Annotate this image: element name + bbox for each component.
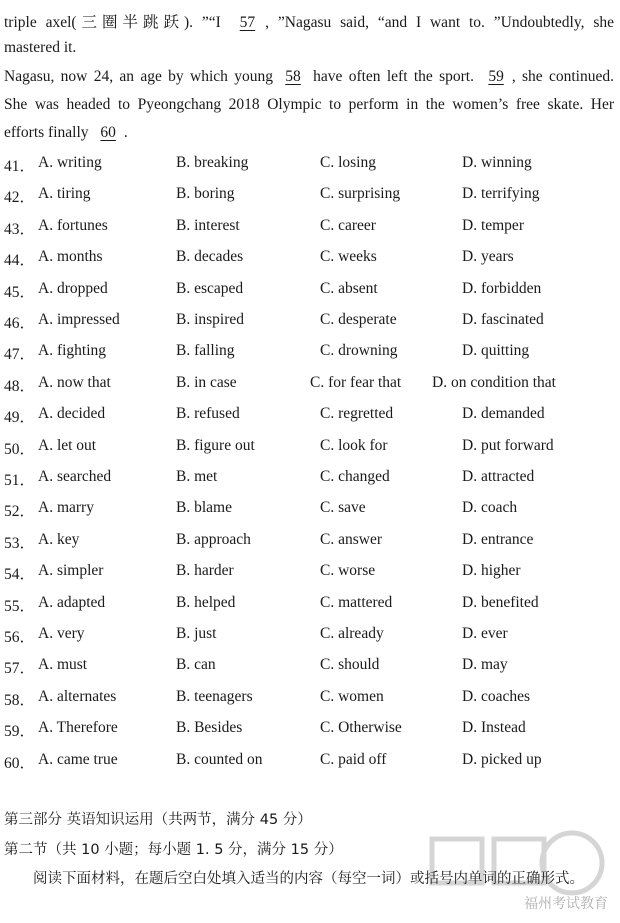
option-d: D. may xyxy=(462,656,508,674)
option-c: C. absent xyxy=(320,279,378,297)
option-d: D. coaches xyxy=(462,687,530,705)
question-number: 41． xyxy=(4,158,36,175)
question-number: 46． xyxy=(4,315,36,332)
question-number: 45． xyxy=(4,283,36,301)
watermark-subtext: 福州考试教育 xyxy=(524,896,608,912)
option-a: A. came true xyxy=(38,750,118,768)
option-c: C. Otherwise xyxy=(320,719,402,737)
option-a: A. key xyxy=(38,530,80,548)
option-a: A. months xyxy=(38,248,103,266)
option-c: C. mattered xyxy=(320,593,393,611)
option-b: B. breaking xyxy=(176,154,249,171)
question-row xyxy=(4,751,614,773)
option-c: C. changed xyxy=(320,468,390,485)
option-d: D. forbidden xyxy=(462,279,542,297)
option-b: B. teenagers xyxy=(176,687,253,705)
option-c: C. weeks xyxy=(320,248,377,266)
option-c: C. for fear that xyxy=(310,373,402,391)
option-d: D. coach xyxy=(462,499,518,517)
option-d: D. ever xyxy=(462,625,508,642)
option-b: B. boring xyxy=(176,185,235,203)
option-d: D. entrance xyxy=(462,530,534,548)
option-a: A. Therefore xyxy=(38,719,118,737)
option-b: B. harder xyxy=(176,562,234,580)
question-number: 51． xyxy=(4,472,36,489)
option-b: B. approach xyxy=(176,530,251,548)
question-number: 52． xyxy=(4,503,36,521)
option-c: C. regretted xyxy=(320,405,394,423)
option-a: A. must xyxy=(38,656,88,674)
option-d: D. demanded xyxy=(462,405,545,423)
section-title: 第三部分 英语知识运用（共两节，满分 45 分） xyxy=(4,812,312,828)
option-d: D. picked up xyxy=(462,750,542,768)
question-row xyxy=(4,594,614,616)
passage-text: , ”Nagasu said, “and I want to. ”Undoubtedly, she xyxy=(265,14,614,31)
passage-line-2: mastered it. xyxy=(4,39,77,56)
option-b: B. in case xyxy=(176,373,237,391)
passage-text: Nagasu, now 24, an age by which young xyxy=(4,68,280,85)
question-number: 54． xyxy=(4,566,36,584)
option-a: A. writing xyxy=(38,154,102,171)
question-row xyxy=(4,405,614,427)
option-c: C. surprising xyxy=(320,185,401,203)
option-a: A. fighting xyxy=(38,342,107,360)
option-b: B. falling xyxy=(176,342,235,360)
option-a: A. alternates xyxy=(38,687,117,705)
option-c: C. paid off xyxy=(320,750,387,768)
question-row xyxy=(4,154,614,176)
option-d: D. fascinated xyxy=(462,311,544,328)
option-c: C. save xyxy=(320,499,366,517)
passage-text: triple axel(三圈半跳跃). ”“I xyxy=(4,14,230,31)
question-row xyxy=(4,374,614,396)
question-number: 53． xyxy=(4,534,36,552)
option-c: C. losing xyxy=(320,154,376,171)
question-row xyxy=(4,562,614,584)
blank-59: 59 xyxy=(488,68,504,85)
question-row xyxy=(4,688,614,710)
option-b: B. can xyxy=(176,656,216,674)
option-d: D. benefited xyxy=(462,593,539,611)
option-b: B. inspired xyxy=(176,311,245,328)
question-row xyxy=(4,217,614,239)
passage-line-5 xyxy=(4,124,614,142)
option-b: B. blame xyxy=(176,499,232,517)
option-c: C. drowning xyxy=(320,342,398,360)
question-number: 42． xyxy=(4,189,36,207)
blank-57: 57 xyxy=(239,14,256,31)
option-b: B. interest xyxy=(176,216,240,234)
question-number: 59． xyxy=(4,723,36,741)
option-a: A. tiring xyxy=(38,185,91,203)
option-b: B. Besides xyxy=(176,719,243,737)
option-d: D. years xyxy=(462,248,514,266)
option-c: C. women xyxy=(320,687,384,705)
option-a: A. simpler xyxy=(38,562,104,580)
question-row xyxy=(4,625,614,647)
passage-line-1 xyxy=(4,10,614,32)
option-a: A. now that xyxy=(38,373,111,391)
question-row xyxy=(4,656,614,678)
option-a: A. decided xyxy=(38,405,106,423)
option-d: D. Instead xyxy=(462,719,526,737)
option-d: D. put forward xyxy=(462,436,554,454)
question-row xyxy=(4,499,614,521)
option-a: A. very xyxy=(38,625,85,642)
question-number: 47． xyxy=(4,346,36,364)
blank-58: 58 xyxy=(285,68,301,85)
question-row xyxy=(4,531,614,553)
option-d: D. higher xyxy=(462,562,521,580)
question-row xyxy=(4,468,614,490)
option-c: C. career xyxy=(320,216,376,234)
option-b: B. helped xyxy=(176,593,236,611)
option-a: A. adapted xyxy=(38,593,106,611)
question-row xyxy=(4,248,614,270)
question-number: 60． xyxy=(4,754,36,772)
passage-text: efforts finally xyxy=(4,124,93,141)
question-number: 50． xyxy=(4,440,36,458)
option-a: A. impressed xyxy=(38,311,120,328)
option-d: D. temper xyxy=(462,216,524,234)
option-d: D. terrifying xyxy=(462,185,540,203)
question-number: 49． xyxy=(4,409,36,427)
option-a: A. let out xyxy=(38,436,97,454)
question-row xyxy=(4,311,614,333)
option-c: C. already xyxy=(320,625,384,642)
option-b: B. figure out xyxy=(176,436,255,454)
option-a: A. dropped xyxy=(38,279,108,297)
option-b: B. met xyxy=(176,468,218,485)
option-c: C. should xyxy=(320,656,380,674)
question-number: 44． xyxy=(4,252,36,270)
question-row xyxy=(4,342,614,364)
question-row xyxy=(4,280,614,302)
passage-line-3 xyxy=(4,68,614,86)
section-subtitle: 第二节（共 10 小题；每小题 1. 5 分，满分 15 分） xyxy=(4,842,343,858)
option-c: C. look for xyxy=(320,436,388,454)
option-c: C. desperate xyxy=(320,311,397,328)
option-d: D. winning xyxy=(462,154,532,171)
question-row xyxy=(4,437,614,459)
passage-text: , she continued. xyxy=(511,68,614,85)
option-a: A. searched xyxy=(38,468,112,485)
question-number: 56． xyxy=(4,629,36,646)
option-d: D. quitting xyxy=(462,342,530,360)
blank-60: 60 xyxy=(100,124,116,141)
option-c: C. answer xyxy=(320,530,382,548)
option-a: A. marry xyxy=(38,499,94,517)
question-number: 58． xyxy=(4,691,36,709)
option-a: A. fortunes xyxy=(38,216,108,234)
question-number: 48． xyxy=(4,377,36,395)
option-b: B. counted on xyxy=(176,750,263,768)
option-b: B. escaped xyxy=(176,279,244,297)
option-b: B. just xyxy=(176,625,217,642)
passage-text: have often left the sport. xyxy=(306,68,481,85)
section-instruction: 阅读下面材料，在题后空白处填入适当的内容（每空一词）或括号内单词的正确形式。 xyxy=(33,871,584,887)
option-b: B. refused xyxy=(176,405,240,423)
question-number: 55． xyxy=(4,597,36,615)
question-row xyxy=(4,719,614,741)
passage-line-4: She was headed to Pyeongchang 2018 Olympic to perform in the women’s free skate. Her xyxy=(4,96,614,113)
option-d: D. attracted xyxy=(462,468,535,485)
option-b: B. decades xyxy=(176,248,244,266)
question-row xyxy=(4,185,614,207)
option-d: D. on condition that xyxy=(432,373,556,391)
question-number: 43． xyxy=(4,220,36,238)
passage-text: . xyxy=(123,124,128,141)
option-c: C. worse xyxy=(320,562,376,580)
question-number: 57． xyxy=(4,660,36,678)
